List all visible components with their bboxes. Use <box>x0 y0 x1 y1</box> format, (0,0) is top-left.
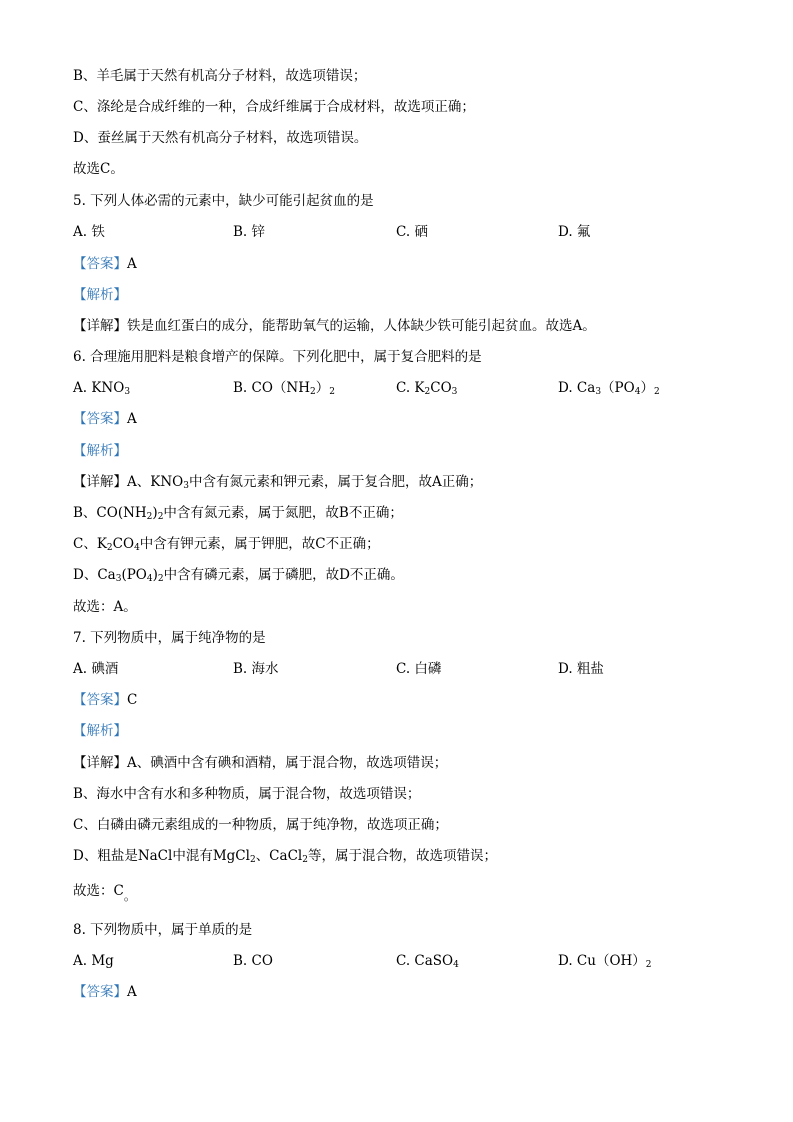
answer-tag: 【答案】 <box>73 692 127 708</box>
q6-detail-a: 【详解】A、$KNO_3$中含有氮元素和钾元素，属于复合肥，故A正确； <box>73 474 483 491</box>
q5-option-a: A. 铁 <box>73 224 105 240</box>
q5-option-d: D. 氟 <box>558 224 591 240</box>
detail-tag: 【详解】 <box>73 318 127 334</box>
q6-answer <box>73 410 753 428</box>
q8-option-c: C. CaSO$_4$ <box>396 953 459 970</box>
q7-answer <box>73 691 753 709</box>
q7-detail-b: B、海水中含有水和多种物质，属于混合物，故选项错误； <box>73 786 421 802</box>
q6-option-a: A. $KNO_3$ <box>73 380 131 397</box>
answer-value: A <box>127 256 137 272</box>
q5-answer <box>73 255 753 273</box>
q8-option-a: A. Mg <box>73 953 114 969</box>
answer-value: A <box>127 984 137 1000</box>
q8-answer <box>73 983 753 1001</box>
detail-tag: 【详解】 <box>73 474 127 490</box>
q8-option-b: B. CO <box>233 953 273 969</box>
q8-stem: 8. 下列物质中，属于单质的是 <box>73 922 253 938</box>
q6-option-c: C. $K_2CO_3$ <box>396 380 458 397</box>
q6-analysis-heading <box>73 442 753 460</box>
q7-option-b: B. 海水 <box>233 661 279 677</box>
prev-option-c-explanation: C、涤纶是合成纤维的一种，合成纤维属于合成材料，故选项正确； <box>73 99 475 115</box>
answer-tag: 【答案】 <box>73 984 127 1000</box>
q7-stem: 7. 下列物质中，属于纯净物的是 <box>73 630 266 646</box>
analysis-tag: 【解析】 <box>73 443 127 459</box>
q7-analysis-heading <box>73 722 753 740</box>
answer-value: C <box>127 692 138 708</box>
prev-conclusion: 故选C。 <box>73 161 124 177</box>
analysis-tag: 【解析】 <box>73 723 127 739</box>
q6-option-d: D. $Ca_3(PO_4)_2$ <box>558 380 660 397</box>
q7-option-a: A. 碘酒 <box>73 661 119 677</box>
q5-detail <box>73 317 753 335</box>
q6-option-b: B. $CO(NH_2)_2$ <box>233 380 335 397</box>
q7-option-d: D. 粗盐 <box>558 661 604 677</box>
detail-tag: 【详解】 <box>73 755 127 771</box>
q6-detail-c: C、$K_2CO_4$中含有钾元素，属于钾肥，故C不正确； <box>73 536 380 553</box>
q7-detail-d: D、粗盐是NaCl中混有MgCl$_2$、CaCl$_2$等，属于混合物，故选项错误； <box>73 848 497 865</box>
answer-tag: 【答案】 <box>73 411 127 427</box>
q7-option-c: C. 白磷 <box>396 661 442 677</box>
detail-text: 铁是血红蛋白的成分，能帮助氧气的运输，人体缺少铁可能引起贫血。故选A。 <box>127 318 596 334</box>
q5-option-b: B. 锌 <box>233 224 266 240</box>
q6-detail-b: B、$CO(NH_2)_2$中含有氮元素，属于氮肥，故B不正确； <box>73 505 403 522</box>
q5-option-c: C. 硒 <box>396 224 428 240</box>
q6-stem: 6. 合理施用肥料是粮食增产的保障。下列化肥中，属于复合肥料的是 <box>73 349 482 365</box>
q6-detail-d: D、$Ca_3(PO_4)_2$中含有磷元素，属于磷肥，故D不正确。 <box>73 567 404 584</box>
prev-option-b-explanation: B、羊毛属于天然有机高分子材料，故选项错误； <box>73 68 367 84</box>
q8-option-d: D. $Cu(OH)_2$ <box>558 953 652 970</box>
answer-value: A <box>127 411 137 427</box>
prev-option-d-explanation: D、蚕丝属于天然有机高分子材料，故选项错误。 <box>73 130 368 146</box>
q7-detail-a: 【详解】A、碘酒中含有碘和酒精，属于混合物，故选项错误； <box>73 755 448 771</box>
q5-analysis-heading <box>73 286 753 304</box>
q7-conclusion: 故选：C。 <box>73 883 136 903</box>
q5-stem: 5. 下列人体必需的元素中，缺少可能引起贫血的是 <box>73 193 374 209</box>
q7-detail-c: C、白磷由磷元素组成的一种物质，属于纯净物，故选项正确； <box>73 817 448 833</box>
answer-tag: 【答案】 <box>73 256 127 272</box>
analysis-tag: 【解析】 <box>73 287 127 303</box>
q6-conclusion: 故选：A。 <box>73 599 137 615</box>
